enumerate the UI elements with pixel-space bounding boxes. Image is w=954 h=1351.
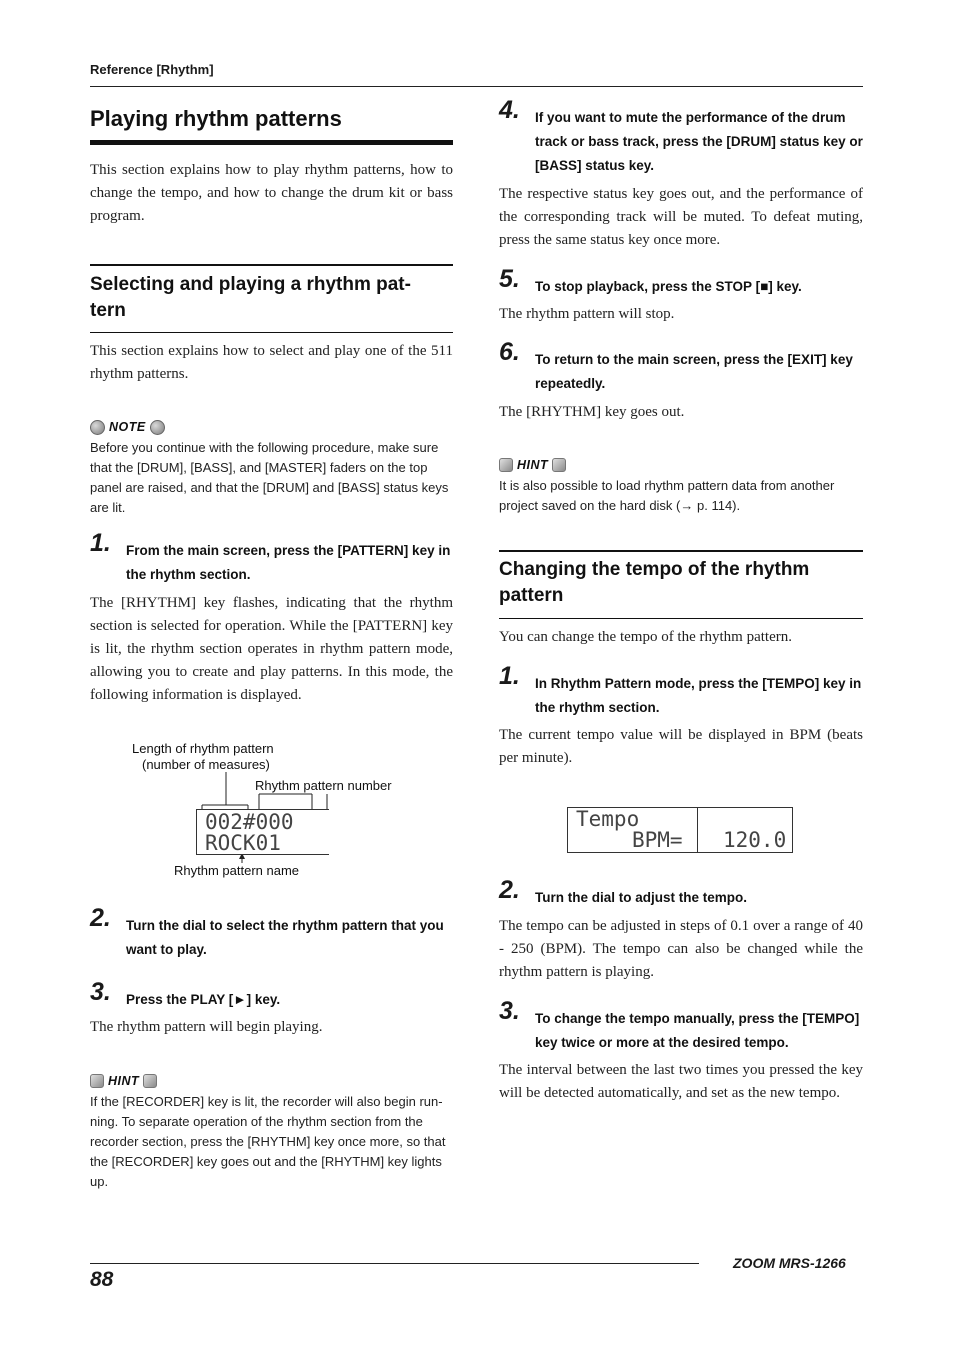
name-label: Rhythm pattern name: [174, 863, 300, 878]
subsection-heading-tempo: [499, 550, 863, 619]
page-title-block: [90, 106, 453, 145]
step-instruction: From the main screen, press the [PATTERN] key in the rhythm section.: [126, 543, 451, 582]
subsection-title-line1: Changing the tempo of the rhythm: [499, 558, 810, 580]
step-5-stop: [499, 265, 863, 299]
hint-word: HINT: [517, 458, 549, 472]
step-number: 3.: [499, 997, 520, 1025]
hint-word: HINT: [108, 1074, 140, 1088]
hint-bullet-icon: [499, 458, 513, 472]
tempo-intro: You can change the tempo of the rhythm pattern.: [499, 629, 792, 645]
hint-box-right: [499, 456, 863, 516]
step-5-body: The rhythm pattern will stop.: [499, 306, 675, 322]
pattern-display-diagram: [90, 735, 453, 885]
note-label: [90, 418, 453, 436]
subsection-title-line1: Selecting and playing a rhythm pat-: [90, 273, 411, 295]
lcd-divider: [697, 808, 698, 852]
hint-bullet-icon: [143, 1074, 157, 1088]
subsection-bottom-rule: [499, 618, 863, 620]
number-label: Rhythm pattern number: [255, 778, 392, 793]
lcd-line-2: ROCK01: [205, 831, 281, 855]
page-number: 88: [90, 1268, 114, 1291]
step-instruction: If you want to mute the performance of the drum track or bass track, press the [DRUM] status key or [BASS] status key.: [535, 110, 863, 173]
lcd-bpm-label: BPM=: [632, 828, 683, 852]
subsection-title-line2: pattern: [499, 584, 564, 606]
note-word: NOTE: [109, 420, 146, 434]
step-instruction: To stop playback, press the STOP [■] key.: [535, 279, 802, 294]
step-number: 5.: [499, 265, 520, 293]
lcd-bpm-value: 120.0: [723, 828, 787, 852]
step-2-tempo: [499, 876, 863, 910]
step-number: 2.: [90, 904, 111, 932]
hint-label: [90, 1072, 453, 1090]
step-1-body: The [RHYTHM] key flashes, indicating that the rhythm section is selected for operation. While the [PATTERN] key is lit, the rhythm section operates in rhythm pattern mode, allowing you to create and play patterns. In this mode, the following information is displayed.: [90, 595, 453, 703]
step-3-tempo-body: The interval between the last two times you pressed the key will be detected automatically, and set as the new tempo.: [499, 1062, 863, 1101]
pattern-lcd: [196, 809, 329, 855]
step-3-body: The rhythm pattern will begin playing.: [90, 1019, 323, 1035]
subsection-top-rule: [499, 550, 863, 552]
title-rule: [90, 140, 453, 145]
step-number: 1.: [499, 662, 520, 690]
step-1-tempo-body: The current tempo value will be displayed in BPM (beats per minute).: [499, 727, 863, 766]
step-6-body: The [RHYTHM] key goes out.: [499, 404, 685, 420]
step-instruction: In Rhythm Pattern mode, press the [TEMPO] key in the rhythm section.: [535, 676, 862, 715]
step-2-select: [90, 904, 453, 962]
note-box: [90, 418, 453, 518]
subsection-heading-select: [90, 264, 453, 333]
hint-bullet-icon: [90, 1074, 104, 1088]
hint-label: [499, 456, 863, 474]
hint-box-left: [90, 1072, 453, 1192]
step-instruction: Press the PLAY [►] key.: [126, 992, 281, 1007]
note-bullet-icon: [90, 420, 105, 435]
hint-text: It is also possible to load rhythm pattern data from another project saved on the hard disk (→ p. 114).: [499, 478, 835, 513]
step-number: 1.: [90, 529, 111, 557]
step-instruction: Turn the dial to adjust the tempo.: [535, 890, 747, 905]
step-1-tempo: [499, 662, 863, 720]
step-number: 2.: [499, 876, 520, 904]
subsection-bottom-rule: [90, 332, 453, 334]
subsection-top-rule: [90, 264, 453, 266]
footer-rule: [90, 1263, 699, 1264]
step-number: 4.: [499, 96, 520, 124]
step-6-exit: [499, 338, 863, 396]
header-rule: [90, 86, 863, 87]
step-number: 6.: [499, 338, 520, 366]
step-instruction: To change the tempo manually, press the [TEMPO] key twice or more at the desired tempo.: [535, 1011, 860, 1050]
hint-text: If the [RECORDER] key is lit, the recorder will also begin run-ning. To separate operation of the rhythm section from the recorder section, press the [RHYTHM] key once more, so that the [RECORDER] key goes out and the [RHYTHM] key lights up.: [90, 1094, 446, 1189]
length-label-line1: Length of rhythm pattern: [132, 741, 274, 756]
page-title: Playing rhythm patterns: [90, 106, 342, 131]
lcd-tempo-label: Tempo: [576, 807, 640, 831]
step-3-tempo: [499, 997, 863, 1055]
running-header: Reference [Rhythm]: [90, 62, 214, 77]
hint-bullet-icon: [552, 458, 566, 472]
step-1-select: [90, 529, 453, 587]
step-3-select: [90, 978, 453, 1012]
note-text: Before you continue with the following procedure, make sure that the [DRUM], [BASS], and [MASTER] faders on the top panel are raised, and that the [DRUM] and [BASS] status keys are lit.: [90, 440, 449, 515]
step-number: 3.: [90, 978, 111, 1006]
intro-paragraph: This section explains how to play rhythm patterns, how to change the tempo, and how to change the drum kit or bass program.: [90, 162, 453, 224]
subsection-title-line2: tern: [90, 299, 126, 321]
step-4-body: The respective status key goes out, and the performance of the corresponding track will be muted. To defeat muting, press the same status key once more.: [499, 186, 863, 248]
lcd-line-1: 002#000: [205, 810, 294, 834]
step-2-tempo-body: The tempo can be adjusted in steps of 0.1 over a range of 40 - 250 (BPM). The tempo can also be changed while the rhythm pattern is playing.: [499, 918, 863, 980]
subsection-intro: This section explains how to select and play one of the 511 rhythm patterns.: [90, 343, 453, 382]
length-label-line2: (number of measures): [142, 757, 270, 772]
step-4-mute: [499, 96, 863, 178]
step-instruction: To return to the main screen, press the [EXIT] key repeatedly.: [535, 352, 853, 391]
product-name: ZOOM MRS-1266: [733, 1255, 846, 1271]
tempo-lcd: [567, 807, 793, 853]
note-bullet-icon: [150, 420, 165, 435]
step-instruction: Turn the dial to select the rhythm pattern that you want to play.: [126, 918, 444, 957]
